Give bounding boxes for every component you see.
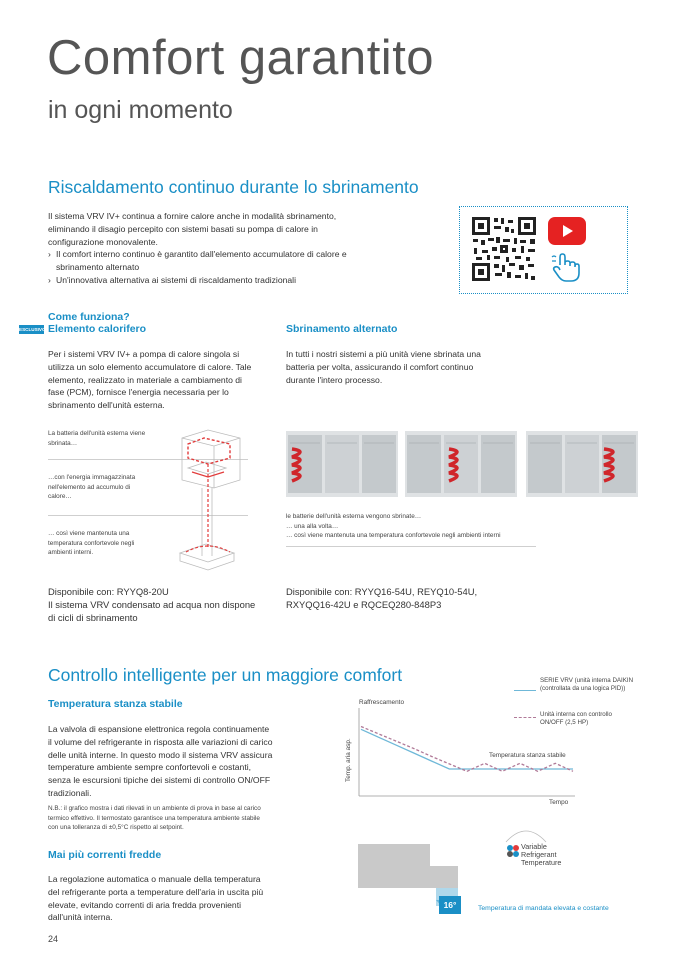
stable-temp-text: La valvola di espansione elettronica regola continuamente il volume del refrigerante in risposta alle variazioni di carico delle unità interne. In questo modo il sistema VRV assicura temperature ambiente sempre confortevoli e costanti, senza le escursioni tipiche dei sistemi di controllo ON/OFF tradizionali. (48, 724, 273, 798)
vrt-word: Refrigerant (521, 850, 557, 859)
page-subtitle: in ogni momento (48, 96, 233, 124)
alternate-defrost-text: In tutti i nostri sistemi a più unità viene sbrinata una batteria per volta, assicurando il comfort continuo durante l'intero processo. (286, 349, 481, 385)
qr-code[interactable] (470, 215, 538, 283)
qr-video-box[interactable] (459, 206, 628, 294)
legend-solid-line (514, 690, 536, 691)
legend-solid-label: SERIE VRV (unità interna DAIKIN (controllata da una logica PID)) (540, 677, 634, 692)
legend-dashed-line (514, 717, 536, 718)
section1-intro (48, 210, 428, 287)
units-note: le batterie dell'unità esterna vengono sbrinate… (286, 513, 422, 520)
page-title: Comfort garantito (47, 31, 435, 85)
avail-line: RXYQQ16-42U e RQCEQ280-848P3 (286, 599, 442, 610)
cold-drafts-heading: Mai più correnti fredde (48, 849, 162, 861)
alternate-defrost-heading: Sbrinamento alternato (286, 323, 398, 335)
intro-line: eliminando il disagio percepito con sistemi basati su pompa di calore in (48, 223, 318, 234)
youtube-icon[interactable] (548, 217, 586, 245)
units-note: … così viene mantenuta una temperatura confortevole negli ambienti interni (286, 532, 501, 539)
chart-ylabel: Temp. aria asp. (345, 738, 352, 782)
avail-line: Disponibile con: RYYQ8-20U (48, 586, 169, 597)
units-notes (286, 512, 616, 541)
legend-dashed-label: Unità interna con controllo ON/OFF (2,5 HP) (540, 711, 612, 726)
diagram-note-3: … così viene mantenuta una temperatura confortevole negli ambienti interni. (48, 530, 135, 556)
heat-element-heading: Elemento calorifero (48, 323, 147, 335)
chart-xlabel: Tempo (549, 799, 569, 806)
section1-title: Riscaldamento continuo durante lo sbrinamento (48, 177, 419, 197)
hand-pointer-icon (550, 253, 582, 283)
chart-title: Raffrescamento (359, 699, 404, 706)
outlet-temp-label: Temperatura di mandata elevata e costante (478, 905, 609, 912)
intro-line: Il sistema VRV IV+ continua a fornire calore anche in modalità sbrinamento, (48, 211, 337, 221)
section2-title: Controllo intelligente per un maggiore comfort (48, 665, 403, 685)
outlet-temp-badge: 16° (439, 896, 461, 914)
outdoor-unit-image-2 (405, 429, 517, 499)
vrt-word: Variable (521, 842, 547, 851)
bullet-item: › Il comfort interno continuo è garantito dall'elemento accumulatore di calore e sbrinamento alternato (48, 248, 386, 274)
availability-right (286, 585, 526, 611)
cold-drafts-text: La regolazione automatica o manuale della temperatura del refrigerante porta a temperature dell'aria in uscita più elevate, evitando correnti di aria fredda provenienti dall'unità interna. (48, 874, 264, 923)
availability-left (48, 585, 278, 624)
series-line-2 (361, 727, 573, 772)
vrt-label (521, 843, 561, 867)
outdoor-unit-image-1 (286, 429, 398, 499)
outdoor-unit-image-3 (526, 429, 638, 499)
series-line-1 (361, 729, 573, 769)
avail-line: Il sistema VRV condensato ad acqua non dispone (48, 599, 256, 610)
chart-note: N.B.: il grafico mostra i dati rilevati in un ambiente di prova in base al carico termico effettivo. Il termostato garantisce una temperatura ambiente stabile con una tolleranza di ±0,5°C rispetto al setpoint. (48, 805, 261, 831)
units-note: … una alla volta… (286, 522, 339, 530)
avail-line: Disponibile con: RYYQ16-54U, REYQ10-54U, (286, 586, 478, 597)
diagram-note-2: …con l'energia immagazzinata nell'elemento ad accumulo di calore… (48, 474, 136, 500)
heat-accumulator-diagram (168, 428, 250, 576)
bullet-item: › Un'innovativa alternativa ai sistemi di riscaldamento tradizionali (48, 274, 428, 287)
exclusive-badge: ESCLUSIVO (19, 327, 46, 332)
diagram-note-1: La batteria dell'unità esterna viene sbrinata… (48, 430, 146, 447)
page-number: 24 (48, 934, 59, 944)
vrt-word: Temperature (521, 858, 562, 867)
intro-line: configurazione monovalente. (48, 236, 158, 247)
chart-annotation: Temperatura stanza stabile (489, 752, 566, 759)
divider (286, 546, 536, 547)
avail-line: di cicli di sbrinamento (48, 612, 138, 623)
heat-element-text: Per i sistemi VRV IV+ a pompa di calore singola si utilizza un solo elemento accumulatore di calore. Tale elemento, realizzato in materiale a cambiamento di fase (PCM), fornisce l'energia necessaria per lo sbrinamento dell'unità esterna. (48, 349, 252, 411)
stable-temp-heading: Temperatura stanza stabile (48, 698, 183, 710)
how-it-works-label: Come funziona? (48, 311, 130, 323)
